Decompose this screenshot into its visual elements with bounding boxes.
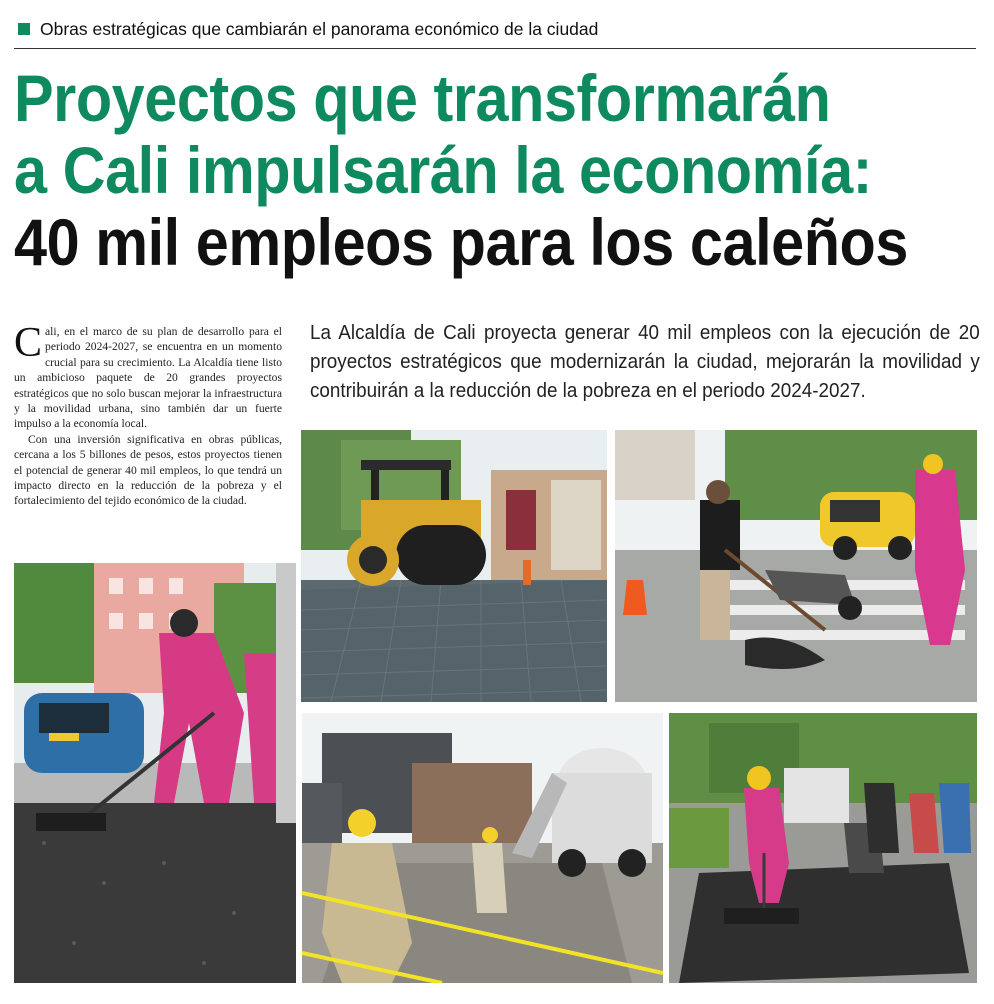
body-paragraph-2: Con una inversión significativa en obras públicas, cercana a los 5 billones de pesos, estos proyectos tienen el potencial de generar 40 mil empleos, lo que tendrá un impacto directo en la reducción de la pobreza y el fortalecimiento del tejido económico de la ciudad. xyxy=(14,432,282,508)
lead-paragraph: La Alcaldía de Cali proyecta generar 40 mil empleos con la ejecución de 20 proyectos estratégicos que modernizarán la ciudad, mejorarán la movilidad y contribuirán a la reducción de la pobreza en el periodo 2024-2027. xyxy=(310,321,980,402)
kicker-text: Obras estratégicas que cambiarán el panorama económico de la ciudad xyxy=(40,19,599,39)
body-paragraph-1 xyxy=(14,320,282,432)
photo-road-roller xyxy=(301,430,607,702)
photo-worker-raking-asphalt xyxy=(14,563,296,983)
body-column xyxy=(14,320,282,509)
photo-concrete-mixer xyxy=(302,713,663,983)
headline-line-3: 40 mil empleos para los caleños xyxy=(14,205,908,279)
dropcap: C xyxy=(14,320,43,366)
headline xyxy=(14,62,984,278)
headline-line-2: a Cali impulsarán la economía: xyxy=(14,133,872,207)
headline-line-1: Proyectos que transformarán xyxy=(14,61,831,135)
section-kicker xyxy=(14,18,976,49)
section-square-icon xyxy=(18,23,30,35)
photo-worker-wheelbarrow xyxy=(615,430,977,702)
body-paragraph-1-text: ali, en el marco de su plan de desarrollo para el periodo 2024-2027, se encuentra en un momento crucial para su crecimiento. La Alcaldía tiene listo un ambicioso paquete de 20 grandes proyectos estratégicos que no solo buscan mejorar la infraestructura y la movilidad urbana, sino también dar un fuerte impulso a la economía local. xyxy=(14,325,282,431)
photo-asphalt-patching xyxy=(669,713,977,983)
